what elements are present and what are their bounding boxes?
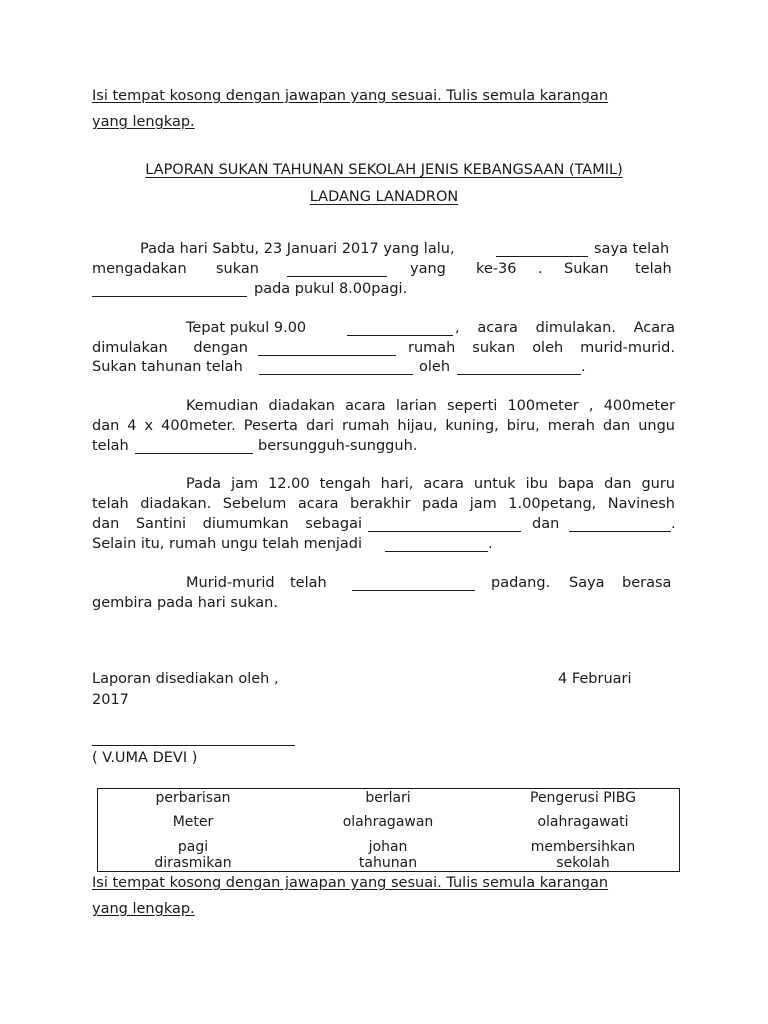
p5-text-b: telah: [290, 575, 327, 591]
instruction-repeat-line-2: yang lengkap.: [92, 901, 195, 917]
p2-text-a: Tepat pukul 9.00: [186, 320, 307, 336]
word-bank-cell: perbarisan: [155, 790, 231, 806]
p1-text-b: saya telah: [594, 241, 670, 257]
p1-text-i: telah: [635, 261, 672, 277]
instruction-repeat-line-1: Isi tempat kosong dengan jawapan yang sesuai. Tulis semula karangan: [92, 875, 609, 891]
instruction-line-2: yang lengkap.: [92, 114, 195, 130]
p2-blank-2[interactable]: [258, 340, 396, 356]
p4-blank-1[interactable]: [368, 516, 521, 532]
p4-text-g: .: [488, 536, 493, 552]
p4-blank-2[interactable]: [569, 516, 671, 532]
p2-text-d: rumah sukan oleh murid-murid.: [408, 340, 675, 356]
p1-text-j: pada pukul 8.00pagi.: [254, 281, 408, 297]
p4-text-b: telah diadakan. Sebelum acara berakhir pada jam 1.00petang, Navinesh: [92, 496, 675, 512]
p2-blank-3[interactable]: [259, 359, 413, 375]
p2-text-c: dimulakan dengan: [92, 340, 248, 356]
p5-text-c: padang.: [491, 575, 551, 591]
p1-blank-3[interactable]: [92, 281, 247, 297]
p5-text-e: berasa: [622, 575, 672, 591]
p3-text-d: bersungguh-sungguh.: [258, 438, 418, 454]
p4-text-c: dan Santini diumumkan sebagai: [92, 516, 362, 532]
p1-text-f: ke-36: [476, 261, 517, 277]
p1-text-g: .: [538, 261, 543, 277]
p4-text-d: dan: [532, 516, 560, 532]
p2-text-e: Sukan tahunan telah: [92, 359, 243, 375]
word-bank-cell: dirasmikan: [154, 855, 232, 871]
word-bank-cell: sekolah: [556, 855, 610, 871]
prepared-by-label: Laporan disediakan oleh ,: [92, 671, 279, 687]
p4-text-f: Selain itu, rumah ungu telah menjadi: [92, 536, 363, 552]
report-date: 4 Februari: [558, 671, 632, 687]
p3-text-c: telah: [92, 438, 129, 454]
report-year: 2017: [92, 692, 129, 708]
p4-blank-3[interactable]: [385, 536, 488, 552]
p5-blank-1[interactable]: [352, 575, 475, 591]
p1-text-a: Pada hari Sabtu, 23 Januari 2017 yang lalu,: [140, 241, 455, 257]
word-bank-cell: pagi: [177, 839, 209, 855]
p1-text-e: yang: [410, 261, 446, 277]
p5-text-a: Murid-murid: [186, 575, 275, 591]
word-bank-cell: Pengerusi PIBG: [530, 790, 636, 806]
word-bank-cell: olahragawan: [342, 814, 434, 830]
p1-blank-2[interactable]: [287, 261, 387, 277]
p5-text-d: Saya: [569, 575, 605, 591]
instruction-line-1: Isi tempat kosong dengan jawapan yang sesuai. Tulis semula karangan: [92, 88, 609, 104]
report-title-line-1: LAPORAN SUKAN TAHUNAN SEKOLAH JENIS KEBANGSAAN (TAMIL): [145, 162, 623, 178]
signatory-name: ( V.UMA DEVI ): [92, 750, 198, 766]
p2-blank-1[interactable]: [347, 320, 453, 336]
p1-text-d: sukan: [216, 261, 259, 277]
p2-text-g: .: [581, 359, 586, 375]
word-bank-cell: membersihkan: [530, 839, 636, 855]
word-bank-cell: Meter: [172, 814, 214, 830]
p2-text-b: , acara dimulakan. Acara: [455, 320, 675, 336]
p1-blank-1[interactable]: [496, 241, 588, 257]
p1-text-h: Sukan: [564, 261, 609, 277]
p3-blank-1[interactable]: [135, 438, 253, 454]
word-bank-cell: tahunan: [358, 855, 418, 871]
word-bank-cell: olahragawati: [537, 814, 629, 830]
word-bank-cell: berlari: [365, 790, 411, 806]
p3-text-a: Kemudian diadakan acara larian seperti 100meter , 400meter: [186, 398, 675, 414]
p2-blank-4[interactable]: [457, 359, 581, 375]
p5-text-f: gembira pada hari sukan.: [92, 595, 278, 611]
p4-text-e: .: [671, 516, 676, 532]
p4-text-a: Pada jam 12.00 tengah hari, acara untuk ibu bapa dan guru: [186, 476, 675, 492]
p1-text-c: mengadakan: [92, 261, 187, 277]
word-bank-cell: johan: [368, 839, 408, 855]
report-title-line-2: LADANG LANADRON: [309, 189, 459, 205]
word-bank-box: [97, 788, 680, 872]
signature-line: [92, 745, 295, 746]
p3-text-b: dan 4 x 400meter. Peserta dari rumah hijau, kuning, biru, merah dan ungu: [92, 418, 675, 434]
p2-text-f: oleh: [419, 359, 451, 375]
